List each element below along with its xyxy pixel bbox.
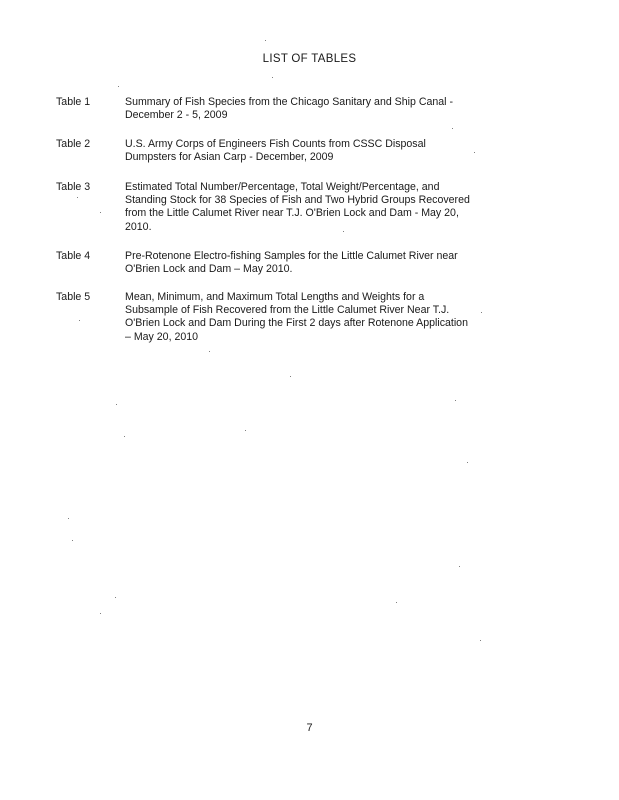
toc-entry-line: Estimated Total Number/Percentage, Total Weight/Percentage, and — [125, 181, 440, 193]
scan-speck — [480, 640, 481, 641]
scan-speck — [118, 86, 119, 87]
scan-speck — [272, 77, 273, 78]
toc-entry-line: Pre-Rotenone Electro-fishing Samples for the Little Calumet River near — [125, 250, 458, 262]
scan-speck — [100, 212, 101, 213]
toc-entry-label: Table 3 — [56, 181, 91, 193]
toc-entry-line: December 2 - 5, 2009 — [125, 109, 228, 122]
toc-entry-label: Table 4 — [56, 250, 91, 262]
scan-speck — [396, 602, 397, 603]
scan-speck — [467, 462, 468, 463]
toc-entry-description — [125, 250, 517, 276]
scan-speck — [100, 613, 101, 614]
scan-speck — [77, 197, 78, 198]
toc-entry-line: Mean, Minimum, and Maximum Total Lengths and Weights for a — [125, 291, 425, 303]
scan-speck — [209, 351, 210, 352]
page-number: 7 — [306, 722, 313, 734]
scan-speck — [245, 430, 246, 431]
scan-speck — [265, 40, 266, 41]
toc-entry-line: O'Brien Lock and Dam – May 2010. — [125, 263, 293, 276]
scan-speck — [115, 597, 116, 598]
toc-entry-description — [125, 181, 517, 234]
toc-entry-description — [125, 138, 517, 164]
scan-speck — [459, 566, 460, 567]
scan-speck — [68, 518, 69, 519]
scan-speck — [72, 540, 73, 541]
toc-entry-line: U.S. Army Corps of Engineers Fish Counts from CSSC Disposal — [125, 138, 426, 150]
scan-speck — [124, 436, 125, 437]
toc-entry-label: Table 2 — [56, 138, 91, 150]
scan-speck — [116, 404, 117, 405]
scan-speck — [79, 320, 80, 321]
toc-entry-description — [125, 291, 517, 344]
toc-entry-line: Summary of Fish Species from the Chicago Sanitary and Ship Canal - — [125, 96, 453, 108]
toc-entry-label: Table 1 — [56, 96, 91, 108]
toc-entry-label: Table 5 — [56, 291, 91, 303]
toc-entry-line: 2010. — [125, 220, 152, 233]
toc-entry-line: Standing Stock for 38 Species of Fish and Two Hybrid Groups Recovered — [125, 194, 470, 207]
scan-speck — [455, 400, 456, 401]
scan-speck — [290, 376, 291, 377]
scan-speck — [452, 128, 453, 129]
toc-entry-line: O'Brien Lock and Dam During the First 2 days after Rotenone Application — [125, 317, 468, 330]
toc-entry-line: from the Little Calumet River near T.J. O'Brien Lock and Dam - May 20, — [125, 207, 459, 220]
toc-entry-description — [125, 96, 517, 122]
toc-entry-line: Dumpsters for Asian Carp - December, 2009 — [125, 151, 334, 164]
toc-entry-line: – May 20, 2010 — [125, 330, 199, 343]
toc-entry-line: Subsample of Fish Recovered from the Little Calumet River Near T.J. — [125, 304, 450, 317]
page-title: LIST OF TABLES — [262, 53, 357, 65]
